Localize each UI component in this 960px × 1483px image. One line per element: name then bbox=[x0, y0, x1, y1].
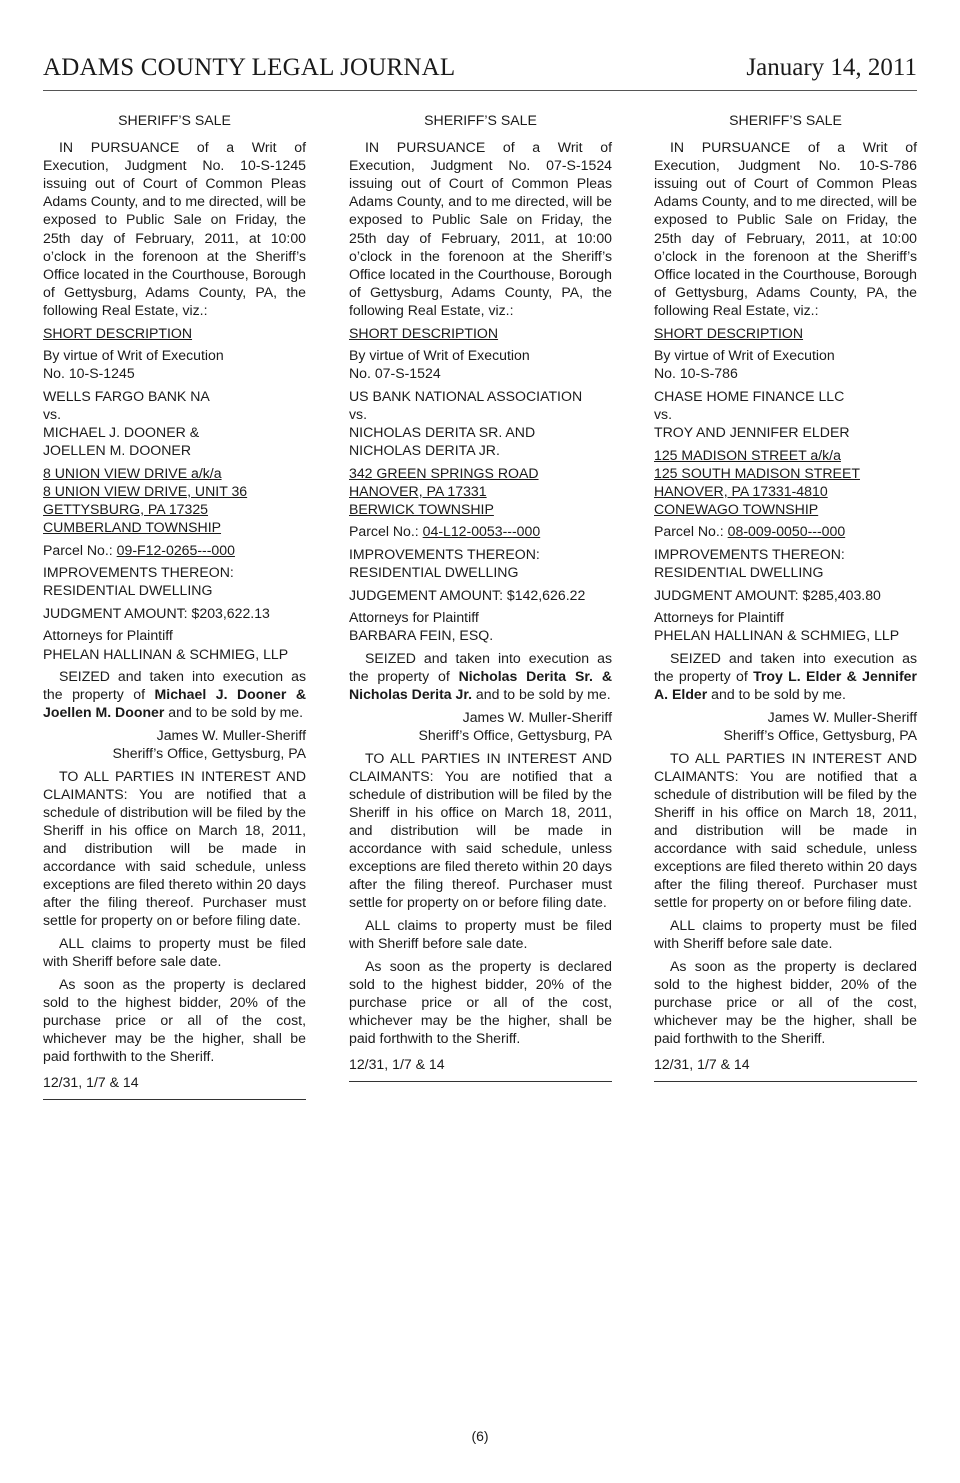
property-owner: Troy L. Elder & Jennifer A. Elder bbox=[654, 668, 917, 703]
case-parties bbox=[349, 387, 612, 459]
parcel-number: 09-F12-0265---000 bbox=[116, 541, 235, 558]
parties-notice: TO ALL PARTIES IN INTEREST AND CLAIMANTS: You are notified that a schedule of distribution will be filed by the Sheriff in his office on March 18, 2011, and distribution will be made in accordance with said schedule, unless exceptions are filed thereto within 20 days after the filing thereof. Purchaser must settle for property on or before filing date. bbox=[654, 749, 917, 911]
property-address bbox=[43, 464, 306, 536]
writ-number: No. 10-S-786 bbox=[654, 365, 738, 382]
defendant: TROY AND JENNIFER ELDER bbox=[654, 424, 850, 440]
improvements-value: RESIDENTIAL DWELLING bbox=[349, 564, 519, 581]
notice-column-3 bbox=[654, 111, 917, 1082]
writ-line: By virtue of Writ of Execution bbox=[654, 347, 835, 364]
improvements-label: IMPROVEMENTS THEREON: bbox=[654, 546, 845, 563]
sheriff-signature bbox=[43, 726, 306, 762]
notice-title: SHERIFF’S SALE bbox=[424, 112, 537, 128]
property-address bbox=[349, 464, 612, 518]
payment-notice: As soon as the property is declared sold to the highest bidder, 20% of the purchase price or all of the cost, whichever may be the higher, shall be paid forthwith to the Sheriff. bbox=[43, 975, 306, 1064]
sheriff-name: James W. Muller-Sheriff bbox=[767, 708, 917, 725]
address-line: CUMBERLAND TOWNSHIP bbox=[43, 518, 222, 535]
sheriff-signature bbox=[349, 708, 612, 744]
writ-number: No. 07-S-1524 bbox=[349, 365, 441, 382]
defendant: NICHOLAS DERITA JR. bbox=[349, 442, 500, 459]
issue-date: January 14, 2011 bbox=[746, 54, 917, 81]
parcel-label: Parcel No.: bbox=[43, 541, 117, 558]
divider bbox=[654, 1081, 917, 1082]
journal-title: ADAMS COUNTY LEGAL JOURNAL bbox=[43, 54, 456, 81]
attorneys-name: BARBARA FEIN, ESQ. bbox=[349, 627, 494, 644]
versus: vs. bbox=[654, 405, 673, 422]
judgment-amount: JUDGMENT AMOUNT: $285,403.80 bbox=[654, 586, 881, 603]
address-line: 125 MADISON STREET a/k/a bbox=[654, 446, 841, 463]
page-header bbox=[43, 52, 917, 91]
notice-column-2 bbox=[349, 111, 612, 1082]
payment-notice: As soon as the property is declared sold to the highest bidder, 20% of the purchase price or all of the cost, whichever may be the higher, shall be paid forthwith to the Sheriff. bbox=[349, 957, 612, 1046]
attorneys-label: Attorneys for Plaintiff bbox=[43, 627, 173, 644]
defendant: NICHOLAS DERITA SR. AND bbox=[349, 424, 536, 440]
publication-dates: 12/31, 1/7 & 14 bbox=[654, 1056, 750, 1072]
writ-number: No. 10-S-1245 bbox=[43, 365, 135, 382]
seized-statement: SEIZED and taken into execution as the property of Michael J. Dooner & Joellen M. Dooner and to be sold by me. bbox=[43, 668, 306, 721]
claims-notice: ALL claims to property must be filed with Sheriff before sale date. bbox=[349, 916, 612, 951]
property-owner: Nicholas Derita Sr. & Nicholas Derita Jr. bbox=[349, 668, 612, 703]
judgment-amount: JUDGMENT AMOUNT: $203,622.13 bbox=[43, 604, 270, 621]
address-line: HANOVER, PA 17331-4810 bbox=[654, 482, 828, 499]
improvements bbox=[349, 545, 612, 581]
attorneys bbox=[43, 626, 306, 662]
property-address bbox=[654, 446, 917, 518]
writ-line: By virtue of Writ of Execution bbox=[43, 347, 224, 364]
address-line: BERWICK TOWNSHIP bbox=[349, 500, 494, 517]
plaintiff: US BANK NATIONAL ASSOCIATION bbox=[349, 387, 583, 404]
defendant: MICHAEL J. DOONER & bbox=[43, 424, 200, 440]
writ-info bbox=[349, 346, 612, 382]
judgment-amount: JUDGEMENT AMOUNT: $142,626.22 bbox=[349, 586, 586, 603]
seized-statement: SEIZED and taken into execution as the property of Troy L. Elder & Jennifer A. Elder and to be sold by me. bbox=[654, 650, 917, 703]
parcel-label: Parcel No.: bbox=[349, 523, 423, 540]
address-line: HANOVER, PA 17331 bbox=[349, 482, 487, 499]
sheriff-office: Sheriff’s Office, Gettysburg, PA bbox=[418, 726, 612, 743]
notice-intro: IN PURSUANCE of a Writ of Execution, Judgment No. 10-S-1245 issuing out of Court of Common Pleas Adams County, and to me directed, will be exposed to Public Sale on Friday, the 25th day of February, 2011, at 10:00 o’clock in the forenoon at the Sheriff’s Office located in the Courthouse, Borough of Gettysburg, Adams County, PA, the following Real Estate, viz.: bbox=[43, 139, 306, 318]
parties-notice: TO ALL PARTIES IN INTEREST AND CLAIMANTS: You are notified that a schedule of distribution will be filed by the Sheriff in his office on March 18, 2011, and distribution will be made in accordance with said schedule, unless exceptions are filed thereto within 20 days after the filing thereof. Purchaser must settle for property on or before filing date. bbox=[43, 767, 306, 929]
claims-notice: ALL claims to property must be filed with Sheriff before sale date. bbox=[654, 916, 917, 951]
address-line: GETTYSBURG, PA 17325 bbox=[43, 500, 209, 517]
attorneys bbox=[654, 608, 917, 644]
versus: vs. bbox=[349, 405, 368, 422]
sheriff-office: Sheriff’s Office, Gettysburg, PA bbox=[723, 726, 917, 743]
notice-title: SHERIFF’S SALE bbox=[118, 112, 231, 128]
property-owner: Michael J. Dooner & Joellen M. Dooner bbox=[43, 686, 306, 721]
notice-intro: IN PURSUANCE of a Writ of Execution, Judgment No. 07-S-1524 issuing out of Court of Common Pleas Adams County, and to me directed, will be exposed to Public Sale on Friday, the 25th day of February, 2011, at 10:00 o’clock in the forenoon at the Sheriff’s Office located in the Courthouse, Borough of Gettysburg, Adams County, PA, the following Real Estate, viz.: bbox=[349, 139, 612, 318]
address-line: 342 GREEN SPRINGS ROAD bbox=[349, 464, 539, 481]
parcel-number: 08-009-0050---000 bbox=[727, 523, 846, 540]
case-parties bbox=[654, 387, 917, 441]
improvements-value: RESIDENTIAL DWELLING bbox=[43, 582, 213, 599]
parcel bbox=[349, 522, 612, 540]
parcel-number: 04-L12-0053---000 bbox=[422, 523, 541, 540]
writ-info bbox=[654, 346, 917, 382]
writ-info bbox=[43, 346, 306, 382]
sheriff-office: Sheriff’s Office, Gettysburg, PA bbox=[112, 745, 306, 761]
parcel bbox=[654, 522, 917, 540]
seized-statement: SEIZED and taken into execution as the property of Nicholas Derita Sr. & Nicholas Derita Jr. and to be sold by me. bbox=[349, 650, 612, 703]
notice-intro: IN PURSUANCE of a Writ of Execution, Judgment No. 10-S-786 issuing out of Court of Common Pleas Adams County, and to me directed, will be exposed to Public Sale on Friday, the 25th day of February, 2011, at 10:00 o’clock in the forenoon at the Sheriff’s Office located in the Courthouse, Borough of Gettysburg, Adams County, PA, the following Real Estate, viz.: bbox=[654, 139, 917, 318]
attorneys-name: PHELAN HALLINAN & SCHMIEG, LLP bbox=[43, 645, 289, 662]
page-number: (6) bbox=[471, 1428, 489, 1444]
short-description-heading: SHORT DESCRIPTION bbox=[43, 324, 193, 341]
writ-line: By virtue of Writ of Execution bbox=[349, 347, 530, 364]
sheriff-name: James W. Muller-Sheriff bbox=[156, 726, 306, 743]
improvements bbox=[654, 545, 917, 581]
address-line: 8 UNION VIEW DRIVE, UNIT 36 bbox=[43, 482, 248, 499]
improvements-label: IMPROVEMENTS THEREON: bbox=[43, 564, 234, 581]
improvements-value: RESIDENTIAL DWELLING bbox=[654, 564, 824, 581]
parties-notice: TO ALL PARTIES IN INTEREST AND CLAIMANTS: You are notified that a schedule of distribution will be filed by the Sheriff in his office on March 18, 2011, and distribution will be made in accordance with said schedule, unless exceptions are filed thereto within 20 days after the filing thereof. Purchaser must settle for property on or before filing date. bbox=[349, 749, 612, 911]
publication-dates: 12/31, 1/7 & 14 bbox=[349, 1056, 445, 1072]
sheriff-signature bbox=[654, 708, 917, 744]
attorneys bbox=[349, 608, 612, 644]
attorneys-label: Attorneys for Plaintiff bbox=[349, 609, 479, 626]
parcel-label: Parcel No.: bbox=[654, 523, 728, 540]
plaintiff: WELLS FARGO BANK NA bbox=[43, 387, 210, 404]
attorneys-label: Attorneys for Plaintiff bbox=[654, 609, 784, 626]
improvements-label: IMPROVEMENTS THEREON: bbox=[349, 546, 540, 563]
claims-notice: ALL claims to property must be filed with Sheriff before sale date. bbox=[43, 934, 306, 970]
publication-dates: 12/31, 1/7 & 14 bbox=[43, 1074, 139, 1091]
short-description-heading: SHORT DESCRIPTION bbox=[349, 324, 499, 341]
plaintiff: CHASE HOME FINANCE LLC bbox=[654, 387, 845, 404]
divider bbox=[349, 1081, 612, 1082]
short-description-heading: SHORT DESCRIPTION bbox=[654, 324, 804, 341]
attorneys-name: PHELAN HALLINAN & SCHMIEG, LLP bbox=[654, 627, 900, 644]
address-line: CONEWAGO TOWNSHIP bbox=[654, 500, 819, 517]
parcel bbox=[43, 541, 306, 559]
notice-title: SHERIFF’S SALE bbox=[729, 112, 842, 128]
case-parties bbox=[43, 387, 306, 459]
divider bbox=[43, 1099, 306, 1100]
defendant: JOELLEN M. DOONER bbox=[43, 442, 192, 459]
sheriff-name: James W. Muller-Sheriff bbox=[462, 708, 612, 725]
improvements bbox=[43, 563, 306, 599]
address-line: 125 SOUTH MADISON STREET bbox=[654, 464, 860, 481]
versus: vs. bbox=[43, 405, 62, 422]
notice-column-1 bbox=[43, 111, 306, 1100]
payment-notice: As soon as the property is declared sold to the highest bidder, 20% of the purchase price or all of the cost, whichever may be the higher, shall be paid forthwith to the Sheriff. bbox=[654, 957, 917, 1046]
address-line: 8 UNION VIEW DRIVE a/k/a bbox=[43, 464, 222, 481]
